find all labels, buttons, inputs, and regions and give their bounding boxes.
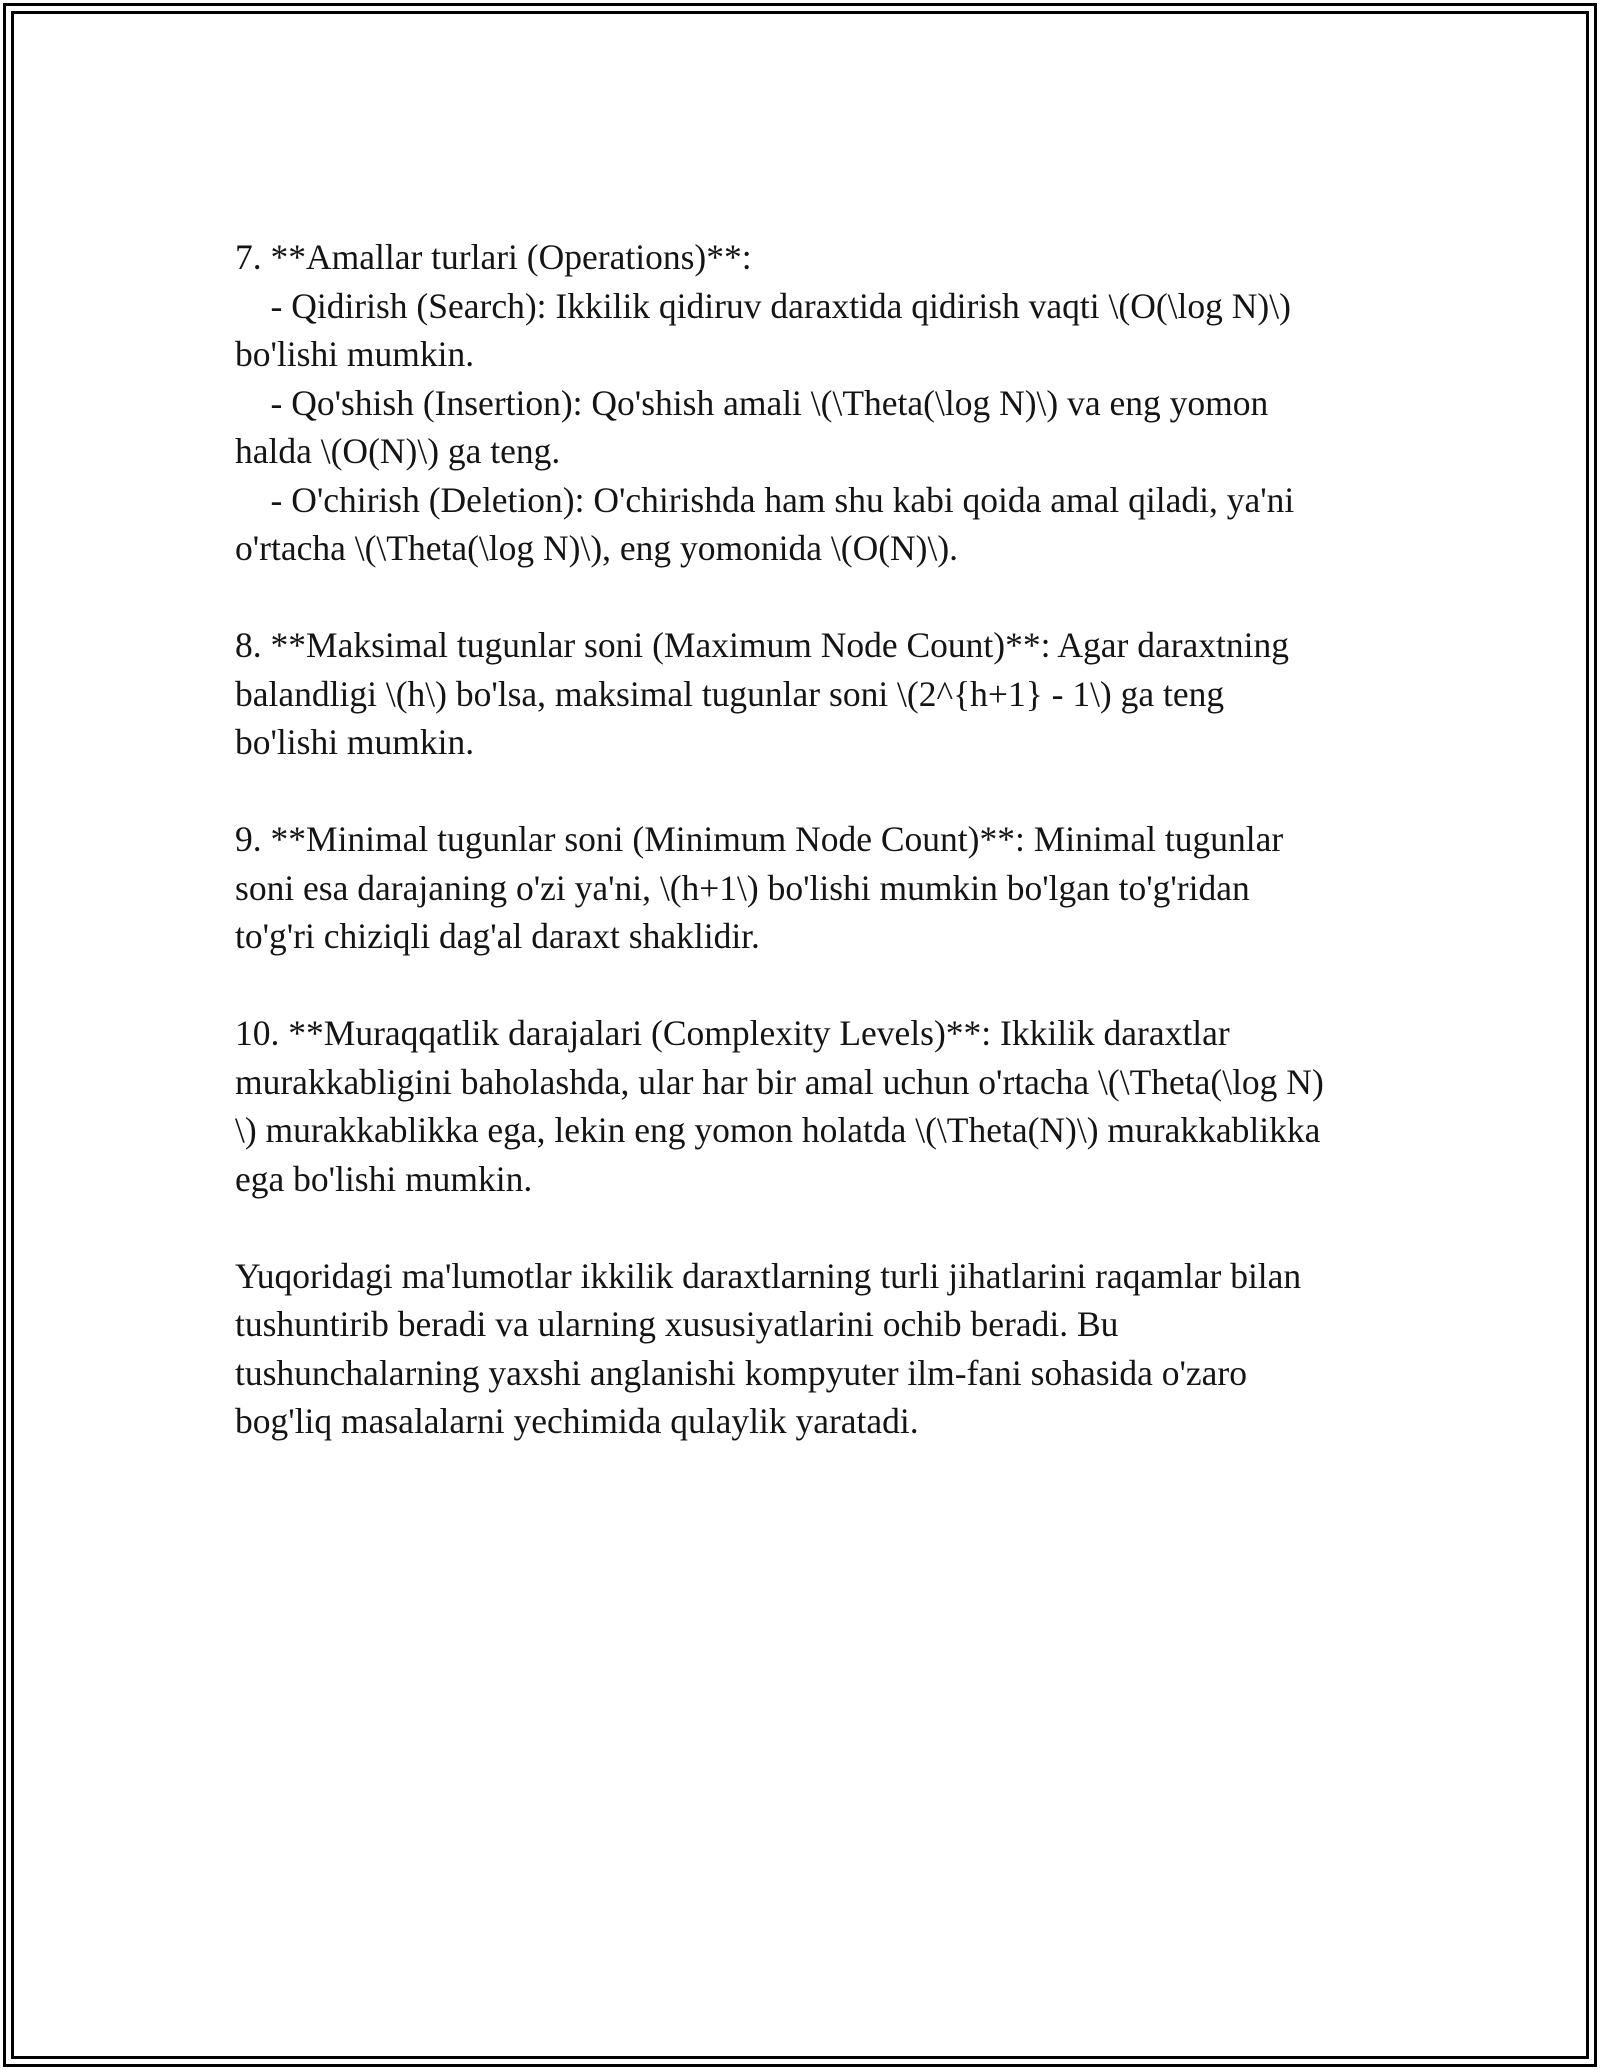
text-line: murakkabligini baholashda, ular har bir amal uchun o'rtacha \(\Theta(\log N) [235, 1061, 1324, 1102]
text-line: o'rtacha \(\Theta(\log N)\), eng yomonida \(O(N)\). [235, 528, 959, 568]
document-body [235, 233, 1385, 1446]
text-line: bo'lishi mumkin. [235, 722, 475, 762]
text-line: 8. **Maksimal tugunlar soni (Maximum Node Count)**: Agar daraxtning [235, 625, 1290, 665]
text-line: tushunchalarning yaxshi anglanishi kompyuter ilm-fani sohasida o'zaro [235, 1352, 1247, 1393]
text-line: - O'chirish (Deletion): O'chirishda ham shu kabi qoida amal qiladi, ya'ni [235, 479, 1295, 520]
paragraph-spacer [235, 767, 1385, 816]
text-line: bog'liq masalalarni yechimida qulaylik yaratadi. [235, 1401, 919, 1441]
text-line: 10. **Muraqqatlik darajalari (Complexity Levels)**: Ikkilik daraxtlar [235, 1013, 1230, 1053]
text-line: halda \(O(N)\) ga teng. [235, 431, 561, 471]
paragraph-spacer [235, 1203, 1385, 1252]
paragraph-spacer [235, 573, 1385, 622]
section-conclusion [235, 1252, 1385, 1446]
text-line: - Qo'shish (Insertion): Qo'shish amali \(\Theta(\log N)\) va eng yomon [235, 382, 1269, 423]
text-line: tushuntirib beradi va ularning xususiyatlarini ochib beradi. Bu [235, 1304, 1119, 1344]
text-line: to'g'ri chiziqli dag'al daraxt shaklidir. [235, 916, 760, 956]
paragraph-spacer [235, 961, 1385, 1010]
text-line: Yuqoridagi ma'lumotlar ikkilik daraxtlarning turli jihatlarini raqamlar bilan [235, 1255, 1302, 1296]
text-line: 9. **Minimal tugunlar soni (Minimum Node Count)**: Minimal tugunlar [235, 819, 1284, 859]
text-line: balandligi \(h\) bo'lsa, maksimal tugunlar soni \(2^{h+1} - 1\) ga teng [235, 673, 1225, 714]
section-complexity-levels [235, 1009, 1385, 1203]
text-line: \) murakkablikka ega, lekin eng yomon holatda \(\Theta(N)\) murakkablikka [235, 1110, 1321, 1150]
section-maximum-node-count [235, 621, 1385, 767]
text-line: ega bo'lishi mumkin. [235, 1158, 533, 1199]
text-line: soni esa darajaning o'zi ya'ni, \(h+1\) bo'lishi mumkin bo'lgan to'g'ridan [235, 867, 1250, 908]
section-operations [235, 233, 1385, 573]
text-line: bo'lishi mumkin. [235, 334, 475, 374]
text-line: - Qidirish (Search): Ikkilik qidiruv daraxtida qidirish vaqti \(O(\log N)\) [235, 285, 1291, 326]
text-line: 7. **Amallar turlari (Operations)**: [235, 237, 752, 277]
section-minimum-node-count [235, 815, 1385, 961]
